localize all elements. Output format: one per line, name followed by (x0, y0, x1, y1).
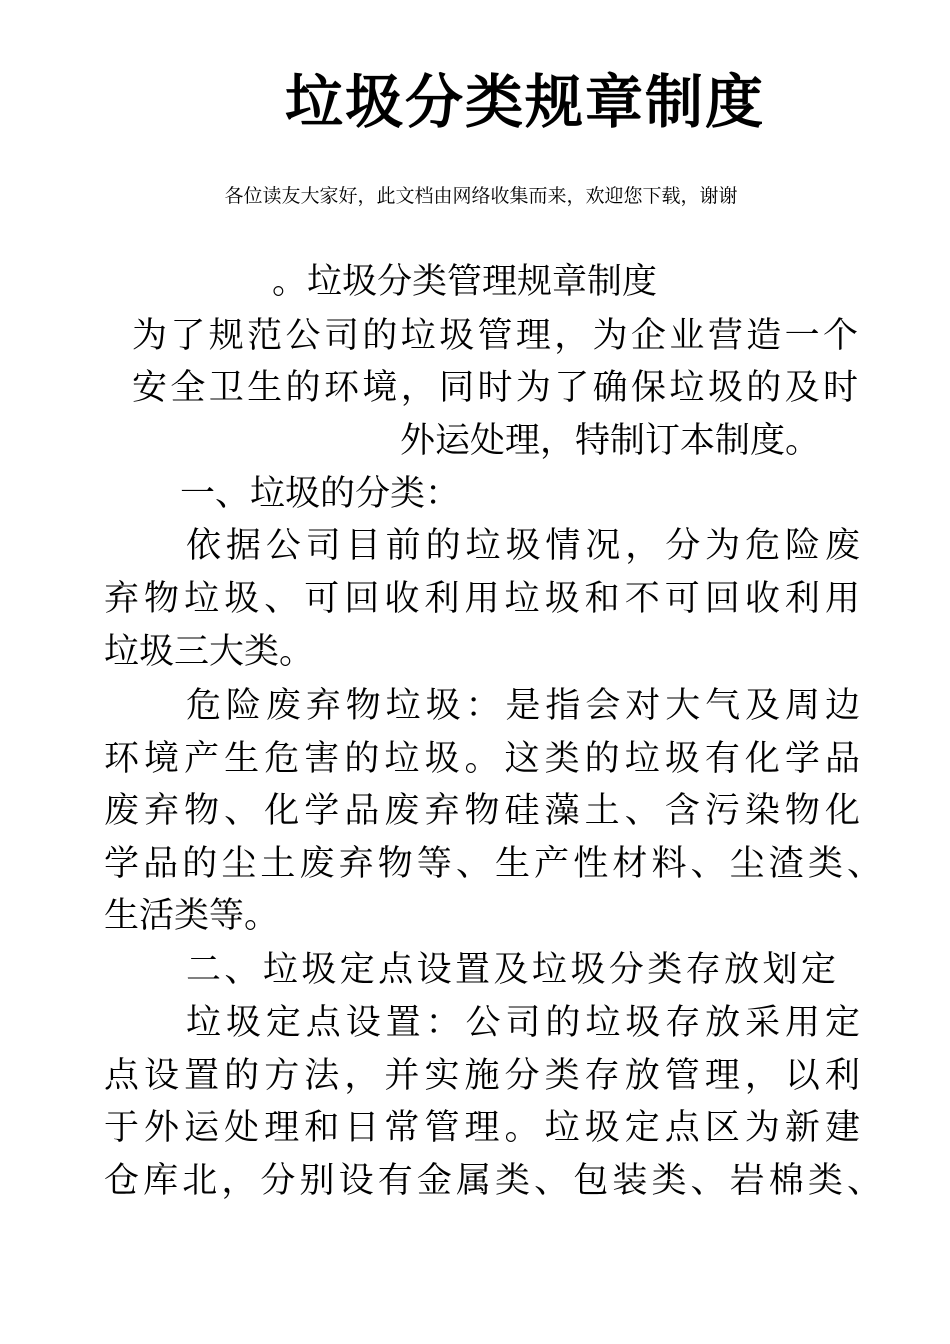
body-line: 环境产生危害的垃圾。这类的垃圾有化学品 (104, 739, 860, 779)
body-line: 仓库北，分别设有金属类、包装类、岩棉类、 (104, 1161, 882, 1201)
paragraph-first-line: 危险废弃物垃圾：是指会对大气及周边 (186, 686, 860, 726)
body-line: 外运处理，特制订本制度。 (400, 421, 821, 461)
document-title: 垃圾分类规章制度 (284, 68, 765, 136)
body-line: 生活类等。 (104, 896, 280, 936)
body-line: 垃圾三大类。 (104, 632, 315, 672)
section-heading: 一、垃圾的分类： (180, 474, 461, 514)
download-note: 各位读友大家好，此文档由网络收集而来，欢迎您下载，谢谢 (224, 185, 738, 207)
body-line: 点设置的方法，并实施分类存放管理，以利 (104, 1056, 860, 1096)
body-line: 学品的尘土废弃物等、生产性材料、尘渣类、 (104, 844, 882, 884)
body-line: 于外运处理和日常管理。垃圾定点区为新建 (104, 1108, 860, 1148)
section-heading: 二、垃圾定点设置及垃圾分类存放划定 (186, 950, 836, 990)
paragraph-first-line: 依据公司目前的垃圾情况，分为危险废 (186, 526, 860, 566)
body-line: 为了规范公司的垃圾管理，为企业营造一个 (132, 316, 858, 356)
body-line: 弃物垃圾、可回收利用垃圾和不可回收利用 (104, 579, 860, 619)
section-heading: 。垃圾分类管理规章制度 (272, 262, 658, 302)
body-line: 废弃物、化学品废弃物硅藻土、含污染物化 (104, 791, 860, 831)
paragraph-first-line: 垃圾定点设置：公司的垃圾存放采用定 (186, 1003, 860, 1043)
body-line: 安全卫生的环境，同时为了确保垃圾的及时 (132, 368, 858, 408)
